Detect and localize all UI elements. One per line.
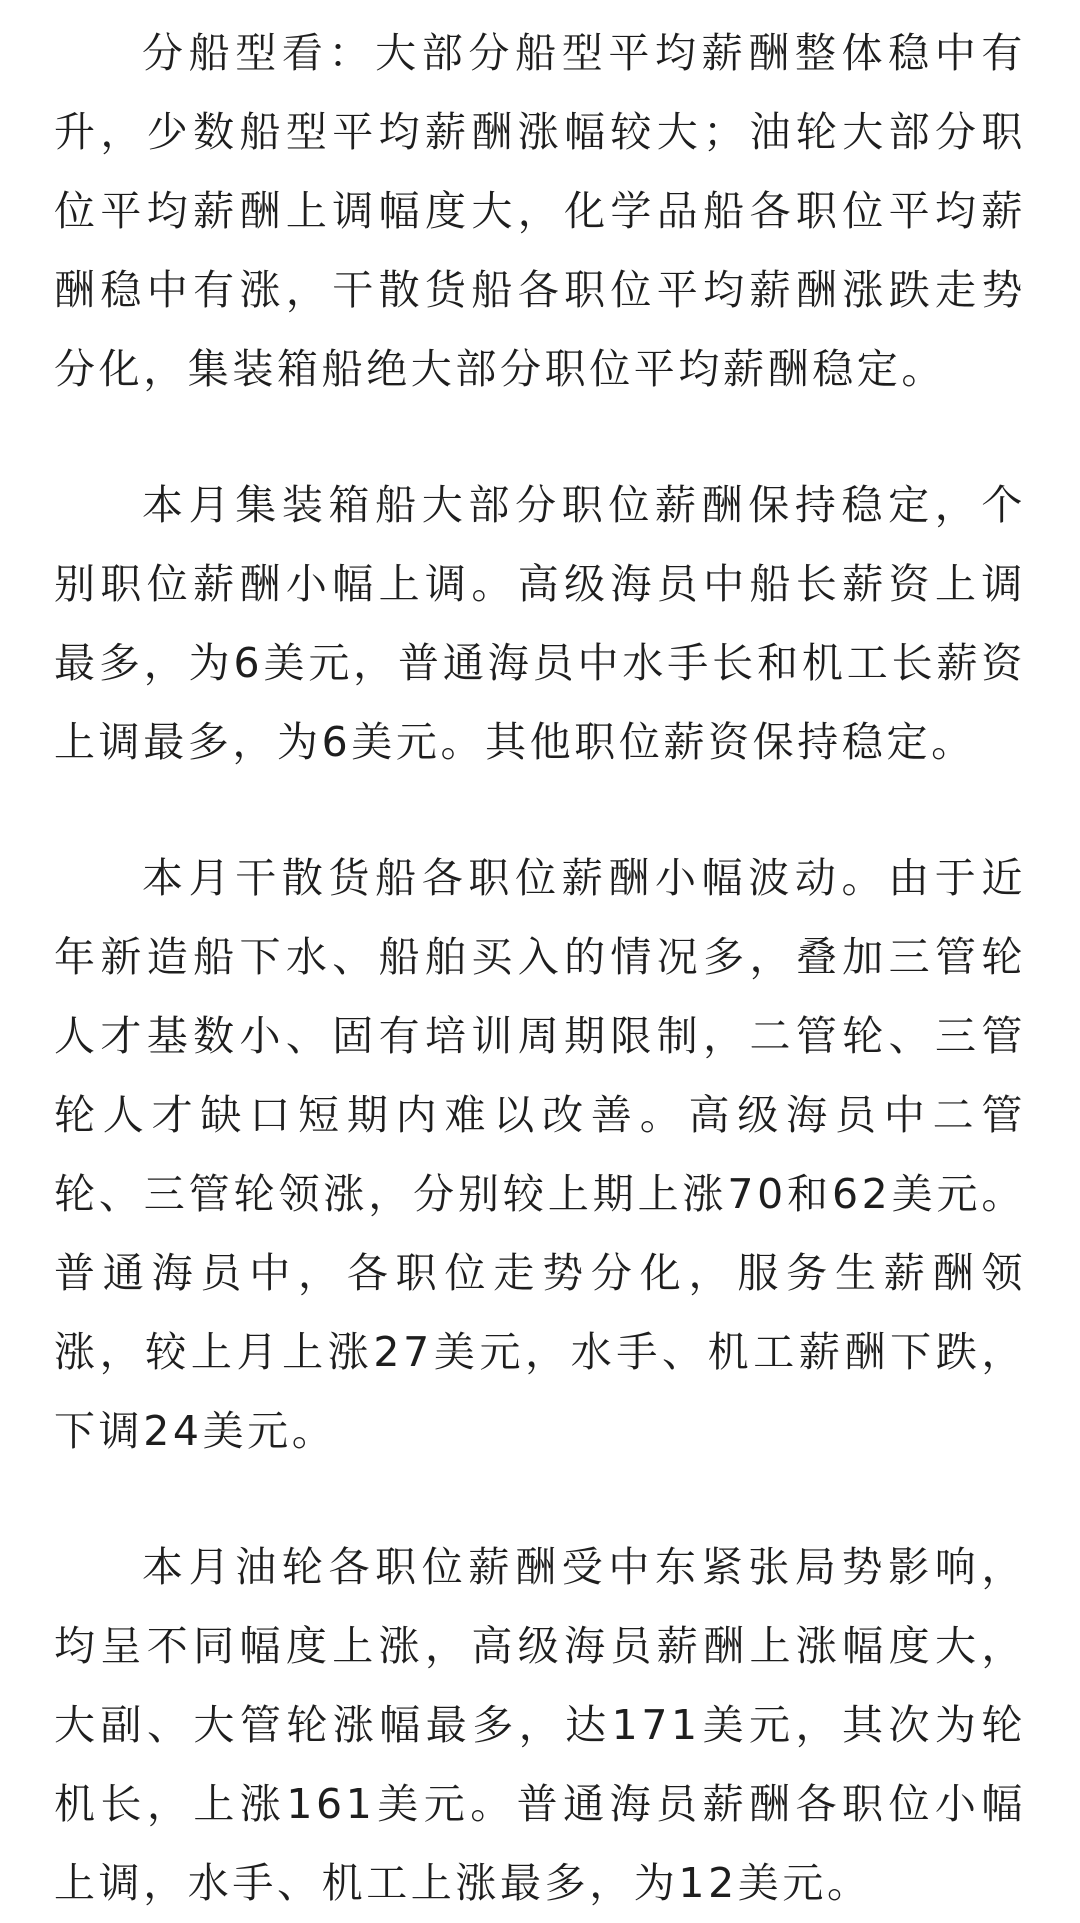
paragraph-dry-bulk-ships: 本月干散货船各职位薪酬小幅波动。由于近年新造船下水、船舶买入的情况多，叠加三管轮人才基数小、固有培训周期限制，二管轮、三管轮人才缺口短期内难以改善。高级海员中二管轮、三管轮领涨，分别较上期上涨70和62美元。普通海员中，各职位走势分化，服务生薪酬领涨，较上月上涨27美元，水手、机工薪酬下跌，下调24美元。 — [54, 854, 1026, 1455]
paragraph-vessel-types: 分船型看：大部分船型平均薪酬整体稳中有升，少数船型平均薪酬涨幅较大；油轮大部分职位平均薪酬上调幅度大，化学品船各职位平均薪酬稳中有涨，干散货船各职位平均薪酬涨跌走势分化，集装箱船绝大部分职位平均薪酬稳定。 — [54, 29, 1026, 393]
paragraph-container-ships: 本月集装箱船大部分职位薪酬保持稳定，个别职位薪酬小幅上调。高级海员中船长薪资上调最多，为6美元，普通海员中水手长和机工长薪资上调最多，为6美元。其他职位薪资保持稳定。 — [54, 481, 1026, 766]
paragraph-tankers: 本月油轮各职位薪酬受中东紧张局势影响，均呈不同幅度上涨，高级海员薪酬上涨幅度大，大副、大管轮涨幅最多，达171美元，其次为轮机长，上涨161美元。普通海员薪酬各职位小幅上调，水手、机工上涨最多，为12美元。 — [54, 1543, 1026, 1907]
article-body — [54, 14, 1026, 1923]
